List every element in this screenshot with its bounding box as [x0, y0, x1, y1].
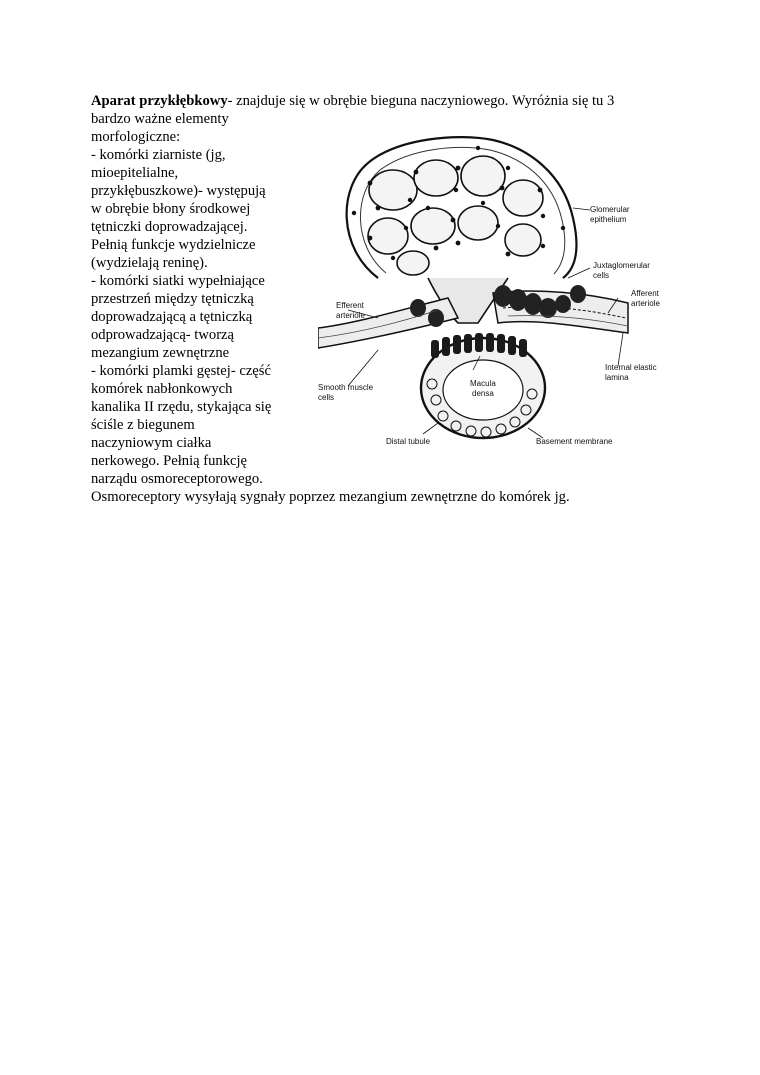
label-juxtaglomerular-cells: Juxtaglomerular — [593, 261, 650, 270]
text-line: w obrębie błony środkowej — [91, 201, 251, 217]
label-glomerular-epithelium: Glomerular — [590, 205, 630, 214]
text-line: mezangium zewnętrzne — [91, 345, 230, 361]
label-efferent-arteriole: Efferent — [336, 301, 364, 310]
intro-line — [91, 92, 614, 110]
text-line: - komórki ziarniste (jg, — [91, 147, 226, 163]
text-line: ściśle z biegunem — [91, 417, 195, 433]
label-smooth-muscle-cells: Smooth muscle — [318, 383, 374, 392]
closing-line: Osmoreceptory wysyłają sygnały poprzez mezangium zewnętrzne do komórek jg. — [91, 489, 570, 505]
label-macula-densa-2: densa — [472, 389, 494, 398]
text-line: mioepitelialne, — [91, 165, 179, 181]
label-afferent-arteriole: Afferent — [631, 289, 659, 298]
text-line: bardzo ważne elementy — [91, 111, 229, 127]
label-efferent-arteriole-2: arteriole — [336, 311, 365, 320]
label-afferent-arteriole-2: arteriole — [631, 299, 660, 308]
text-line: naczyniowym ciałka — [91, 435, 212, 451]
text-line: odprowadzającą- tworzą — [91, 327, 235, 343]
term-aparat-przyklebkowy: Aparat przykłębkowy — [91, 93, 228, 109]
label-internal-elastic-lamina: Internal elastic — [605, 363, 657, 372]
text-line: przestrzeń między tętniczką — [91, 291, 254, 307]
juxtaglomerular-apparatus-figure — [318, 128, 683, 473]
text-line: - komórki siatki wypełniające — [91, 273, 265, 289]
label-juxtaglomerular-cells-2: cells — [593, 271, 610, 280]
label-distal-tubule: Distal tubule — [386, 437, 431, 446]
text-line: doprowadzającą a tętniczką — [91, 309, 253, 325]
text-line: (wydzielają reninę). — [91, 255, 208, 271]
text-line: - komórki plamki gęstej- część — [91, 363, 271, 379]
label-basement-membrane: Basement membrane — [536, 437, 613, 446]
text-line: narządu osmoreceptorowego. — [91, 471, 263, 487]
text-line: Pełnią funkcje wydzielnicze — [91, 237, 256, 253]
label-glomerular-epithelium-2: epithelium — [590, 215, 627, 224]
label-macula-densa: Macula — [470, 379, 496, 388]
figure-drawing — [318, 128, 683, 473]
text-line: morfologiczne: — [91, 129, 181, 145]
text-line: kanalika II rzędu, stykająca się — [91, 399, 272, 415]
label-smooth-muscle-cells-2: cells — [318, 393, 335, 402]
text-line: przykłębuszkowe)- występują — [91, 183, 266, 199]
text-line: tętniczki doprowadzającej. — [91, 219, 248, 235]
intro-text: - znajduje się w obrębie bieguna naczyniowego. Wyróżnia się tu 3 — [227, 93, 615, 109]
label-internal-elastic-lamina-2: lamina — [605, 373, 629, 382]
text-line: komórek nabłonkowych — [91, 381, 233, 397]
text-line: nerkowego. Pełnią funkcję — [91, 453, 248, 469]
